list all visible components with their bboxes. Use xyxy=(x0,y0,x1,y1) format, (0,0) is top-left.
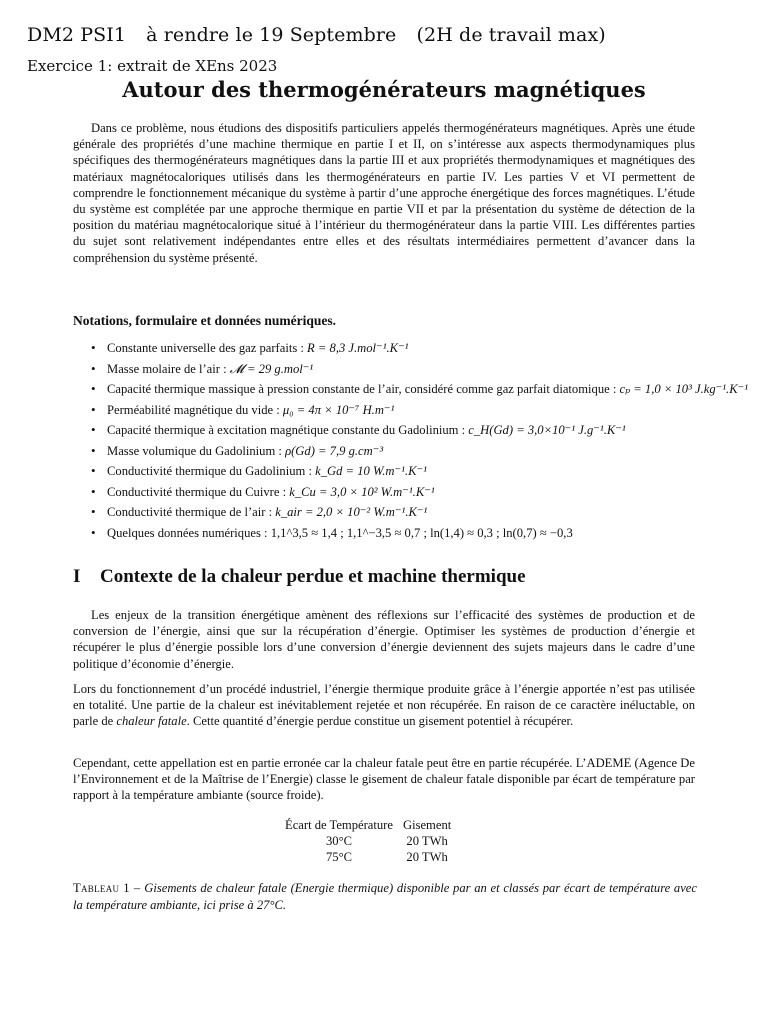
table-cell: 20 TWh xyxy=(406,850,448,864)
bullet-icon: • xyxy=(91,422,96,437)
table-header-cell: Écart de Température xyxy=(285,818,393,832)
table-cell: 75°C xyxy=(325,850,352,864)
table-caption xyxy=(73,880,697,913)
list-item: • Constante universelle des gaz parfaits : R = 8,3 J.mol⁻¹.K⁻¹ xyxy=(91,340,409,355)
list-item: • Conductivité thermique du Gadolinium : k_Gd = 10 W.m⁻¹.K⁻¹ xyxy=(91,463,427,478)
intro-paragraph: Dans ce problème, nous étudions des dispositifs particuliers appelés thermogénérateurs magnétiques. Après une étude générale des propriétés d’une machine thermique en partie I et II, on s’intéresse aux aspects thermodynamiques plus spécifiques des thermogénérateurs magnétiques dans la partie III et aux propriétés thermodynamiques et magnétiques des matériaux magnétocaloriques utilisés dans les thermogénérateurs en partie IV. Les parties V et VI permettent de comprendre le fonctionnement mécanique du système à partir d’une approche énergétique des forces magnétiques. L’étude du système est complétée par une approche thermique en partie VII et par la présentation du système de détection de la position du matériau magnétocalorique situé à l’intérieur du thermogénérateur dans la partie VIII. Les différentes parties du sujet sont relativement indépendantes entre elles et des résultats intermédiaires permettent d’avancer dans la compréhension du système présenté. xyxy=(73,121,695,265)
gisement-table xyxy=(280,817,456,865)
caption-text: Gisements de chaleur fatale (Energie thermique) disponible par an et classés par écart de température avec la température ambiante, ici prise à 27°C. xyxy=(73,881,697,912)
list-item: • Masse molaire de l’air : 𝓜 = 29 g.mol⁻¹ xyxy=(91,360,314,376)
context-paragraph-2: Lors du fonctionnement d’un procédé industriel, l’énergie thermique produite grâce à l’énergie apportée n’est pas utilisée en totalité. Une partie de la chaleur est inévitablement rejetée et non récupérée. En raison de ce caractère inéluctable, on parle de chaleur fatale. Cette quantité d’énergie perdue constitue un gisement potentiel à récupérer. xyxy=(73,682,695,729)
bullet-icon: • xyxy=(91,360,96,376)
table-row xyxy=(280,833,456,849)
problem-title: Autour des thermogénérateurs magnétiques xyxy=(122,77,646,102)
document-header xyxy=(27,24,620,46)
notations-list xyxy=(73,340,748,545)
bullet-icon: • xyxy=(91,504,96,519)
bullet-icon: • xyxy=(91,340,96,355)
bullet-icon: • xyxy=(91,442,96,458)
list-item: • Quelques données numériques : 1,1^3,5 ≈ 1,4 ; 1,1^−3,5 ≈ 0,7 ; ln(1,4) ≈ 0,3 ; ln(0,7) ≈ −0,3 xyxy=(91,524,573,540)
notations-heading: Notations, formulaire et données numériques. xyxy=(73,313,336,328)
context-paragraph-3: Cependant, cette appellation est en partie erronée car la chaleur fatale peut être en partie récupérée. L’ADEME (Agence De l’Environnement et de la Maîtrise de l’Energie) classe le gisement de chaleur fatale disponible par écart de température par rapport à la température ambiante (source froide). xyxy=(73,756,695,803)
table-header-cell: Gisement xyxy=(402,818,452,832)
table-cell: 20 TWh xyxy=(406,834,448,848)
bullet-icon: • xyxy=(91,483,96,499)
course-label: DM2 PSI1 xyxy=(27,24,127,46)
list-item: • Capacité thermique à excitation magnétique constante du Gadolinium : c_H(Gd) = 3,0×10⁻¹ J.g⁻¹.K⁻¹ xyxy=(91,422,626,437)
list-item: • Capacité thermique massique à pression constante de l’air, considéré comme gaz parfait diatomique : cₚ = 1,0 × 10³ J.kg⁻¹.K⁻¹ xyxy=(91,381,749,396)
context-paragraph-1: Les enjeux de la transition énergétique amènent des réflexions sur l’efficacité des systèmes de production et de conversion de l’énergie, ainsi que sur la récupération d’énergie. Optimiser les systèmes de production d’énergie et récupérer le plus d’énergie possible lors d’une conversion d’énergie deviennent des sujets majeurs dans le cadre d’une politique d’économie d’énergie. xyxy=(73,608,695,671)
section-number: I xyxy=(73,566,81,587)
list-item: • Conductivité thermique du Cuivre : k_Cu = 3,0 × 10² W.m⁻¹.K⁻¹ xyxy=(91,483,435,499)
section-title: Contexte de la chaleur perdue et machine thermique xyxy=(100,566,526,587)
emphasis-term: chaleur fatale xyxy=(116,714,187,729)
bullet-icon: • xyxy=(91,381,96,396)
table-cell: 30°C xyxy=(325,834,352,848)
duration-note: (2H de travail max) xyxy=(416,24,606,46)
list-item: • Perméabilité magnétique du vide : μ₀ = 4π × 10⁻⁷ H.m⁻¹ xyxy=(91,401,395,417)
exercise-label: Exercice 1: extrait de XEns 2023 xyxy=(27,57,278,75)
table-row xyxy=(280,849,456,865)
due-date: à rendre le 19 Septembre xyxy=(146,24,397,46)
list-item: • Masse volumique du Gadolinium : ρ(Gd) = 7,9 g.cm⁻³ xyxy=(91,442,384,458)
bullet-icon: • xyxy=(91,463,96,478)
caption-label: Tableau 1 – xyxy=(73,881,141,895)
bullet-icon: • xyxy=(91,524,96,540)
bullet-icon: • xyxy=(91,401,96,417)
table-header-row xyxy=(280,817,456,833)
section-heading xyxy=(73,566,526,588)
list-item: • Conductivité thermique de l’air : k_air = 2,0 × 10⁻² W.m⁻¹.K⁻¹ xyxy=(91,504,428,519)
